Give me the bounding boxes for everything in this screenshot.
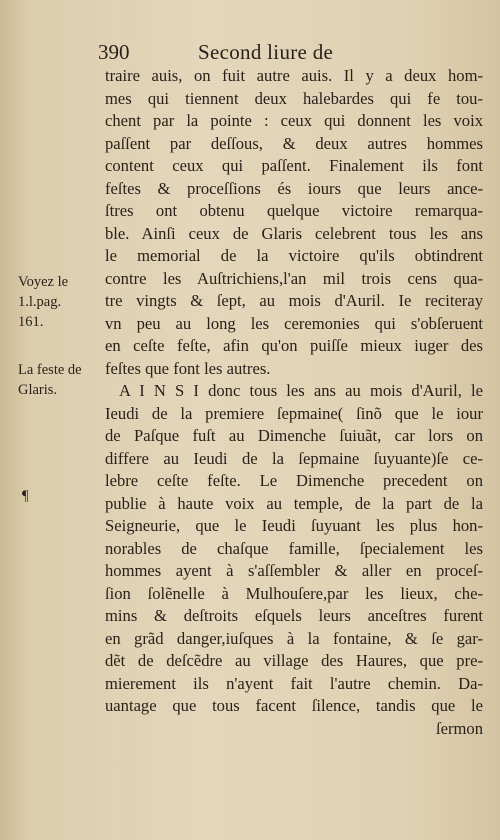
text-line: ble. Ainſi ceux de Glaris celebrent tous les ans bbox=[105, 223, 483, 243]
margin-note-line: Voyez le bbox=[18, 274, 69, 290]
text-line: ſermon bbox=[435, 718, 483, 738]
text-line: norables de chaſque famille, ſpecialement les bbox=[105, 538, 483, 558]
text-line: dẽt de deſcẽdre au village des Haures, que pre- bbox=[105, 651, 483, 670]
text-line: A I N S I donc tous les ans au mois d'Auril, le bbox=[119, 381, 483, 400]
text-line: de Paſque fuſt au Dimenche ſuiuãt, car lors on bbox=[105, 426, 483, 445]
running-title: Second liure de bbox=[198, 40, 334, 64]
text-line: publie à haute voix au temple, de la part de la bbox=[105, 493, 483, 513]
text-line: Seigneurie, que le Ieudi ſuyuant les plus hon- bbox=[105, 516, 483, 535]
text-line: Ieudi de la premiere ſepmaine( ſinõ que le iour bbox=[105, 403, 483, 423]
text-line: feſtes que font les autres. bbox=[105, 358, 271, 378]
text-line: en grãd danger,iuſques à la fontaine, & ſe gar- bbox=[105, 628, 483, 648]
text-line: mierement ils n'ayent fait l'autre chemin. Da- bbox=[105, 673, 483, 693]
text-line: feſtes & proceſſions és iours que leurs ance- bbox=[105, 178, 483, 198]
margin-note-subject bbox=[18, 360, 82, 400]
text-line: tre vingts & ſept, au mois d'Auril. Ie reciteray bbox=[105, 291, 483, 310]
text-line: chent par la pointe : ceux qui donnent les voix bbox=[105, 111, 483, 130]
text-line: en ceſte feſte, afin qu'on puiſſe mieux iuger des bbox=[105, 336, 483, 355]
text-line: ſion ſolẽnelle à Mulhouſere,par les lieux, che- bbox=[105, 583, 483, 603]
text-line: uantage que tous facent ſilence, tandis que le bbox=[105, 696, 483, 715]
text-line: hommes ayent à s'aſſembler & aller en proceſ- bbox=[105, 561, 483, 580]
text-line: ſtres ont obtenu quelque victoire remarqua- bbox=[105, 201, 483, 220]
body-text bbox=[105, 65, 483, 740]
margin-note-line: 161. bbox=[18, 314, 44, 330]
text-line: differe au Ieudi de la ſepmaine ſuyuante)ſe ce- bbox=[105, 448, 483, 468]
text-line: contre les Auſtrichiens,l'an mil trois cens qua- bbox=[105, 268, 483, 288]
margin-note-line: La feste de bbox=[18, 362, 82, 378]
text-line: vn peu au long les ceremonies qui s'obſeruent bbox=[105, 313, 483, 333]
text-line: mins & deſtroits eſquels leurs anceſtres furent bbox=[105, 606, 483, 625]
margin-note-cross-reference bbox=[18, 272, 68, 332]
text-line: le memorial de la victoire qu'ils obtindrent bbox=[105, 246, 483, 265]
pilcrow-mark: ¶ bbox=[22, 488, 29, 504]
text-line: content ceux qui paſſent. Finalement ils font bbox=[105, 156, 483, 175]
margin-note-line: 1.l.pag. bbox=[18, 294, 62, 310]
text-line: traire auis, on fuit autre auis. Il y a deux hom- bbox=[105, 66, 483, 85]
page-number: 390 bbox=[98, 40, 130, 64]
text-line: lebre ceſte feſte. Le Dimenche precedent on bbox=[105, 471, 483, 490]
margin-note-line: Glaris. bbox=[18, 382, 58, 398]
text-line: paſſent par deſſous, & deux autres hommes bbox=[105, 133, 483, 153]
margin-note-pilcrow bbox=[22, 486, 29, 506]
text-line: mes qui tiennent deux halebardes qui fe tou- bbox=[105, 88, 483, 108]
